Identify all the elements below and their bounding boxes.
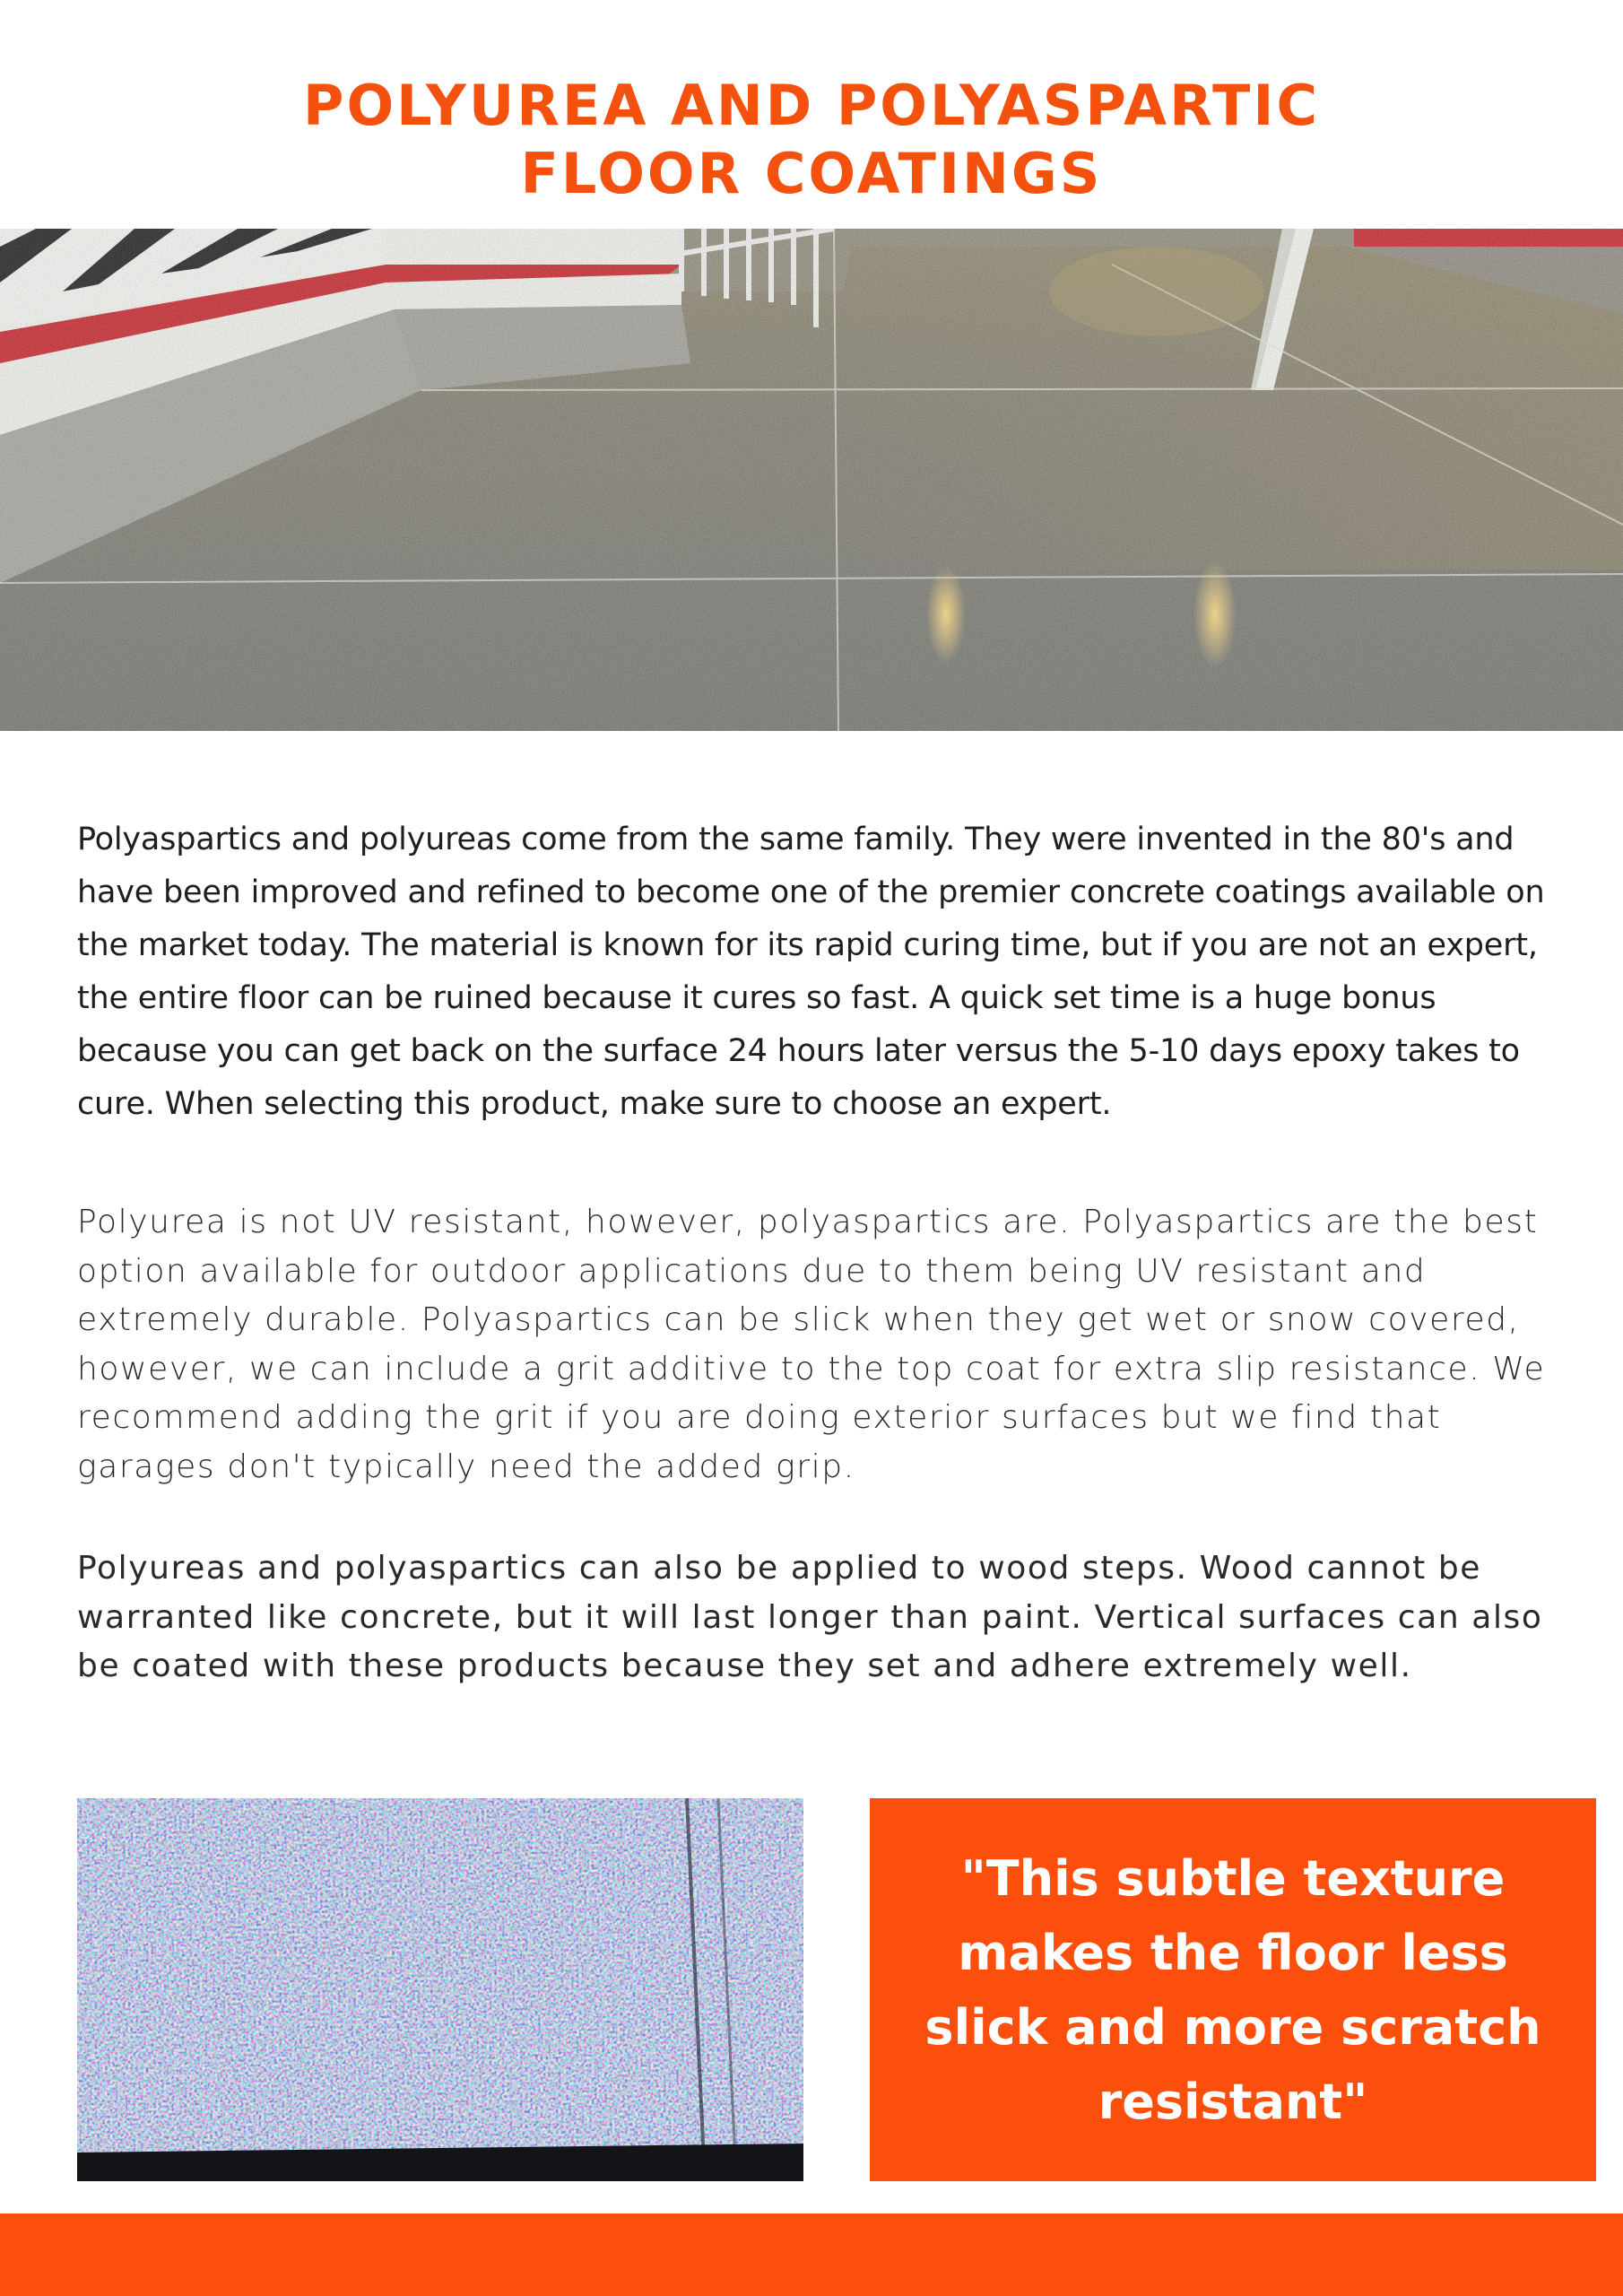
flake-floor-closeup-photo — [77, 1798, 803, 2181]
footer-bar — [0, 2213, 1623, 2296]
uv-resistance-paragraph: Polyurea is not UV resistant, however, polyaspartics are. Polyaspartics are the best option available for outdoor applications due to them being UV resistant and extremely durable. Polyaspartics can be slick when they get wet or snow covered, however, we can include a grit additive to the top coat for extra slip resistance. We recommend adding the grit if you are doing exterior surfaces but we find that garages don't typically need the added grip. — [77, 1204, 1546, 1485]
title-line-2: FLOOR COATINGS — [520, 140, 1103, 206]
garage-floor-photo — [0, 229, 1623, 731]
title-line-1: POLYUREA AND POLYASPARTIC — [303, 72, 1320, 138]
wood-steps-paragraph: Polyureas and polyaspartics can also be applied to wood steps. Wood cannot be warranted like concrete, but it will last longer than paint. Vertical surfaces can also be coated with these products because they set and adhere extremely well. — [77, 1550, 1543, 1684]
intro-paragraph: Polyaspartics and polyureas come from the same family. They were invented in the 80's and have been improved and refined to become one of the premier concrete coatings available on the market today. The material is known for its rapid curing time, but if you are not an expert, the entire floor can be ruined because it cures so fast. A quick set time is a huge bonus because you can get back on the surface 24 hours later versus the 5-10 days epoxy takes to cure. When selecting this product, make sure to choose an expert. — [77, 822, 1545, 1122]
quote-callout — [870, 1798, 1596, 2181]
quote-text: "This subtle texture makes the floor less slick and more scratch resistant" — [924, 1849, 1541, 2130]
page-title — [0, 72, 1623, 208]
